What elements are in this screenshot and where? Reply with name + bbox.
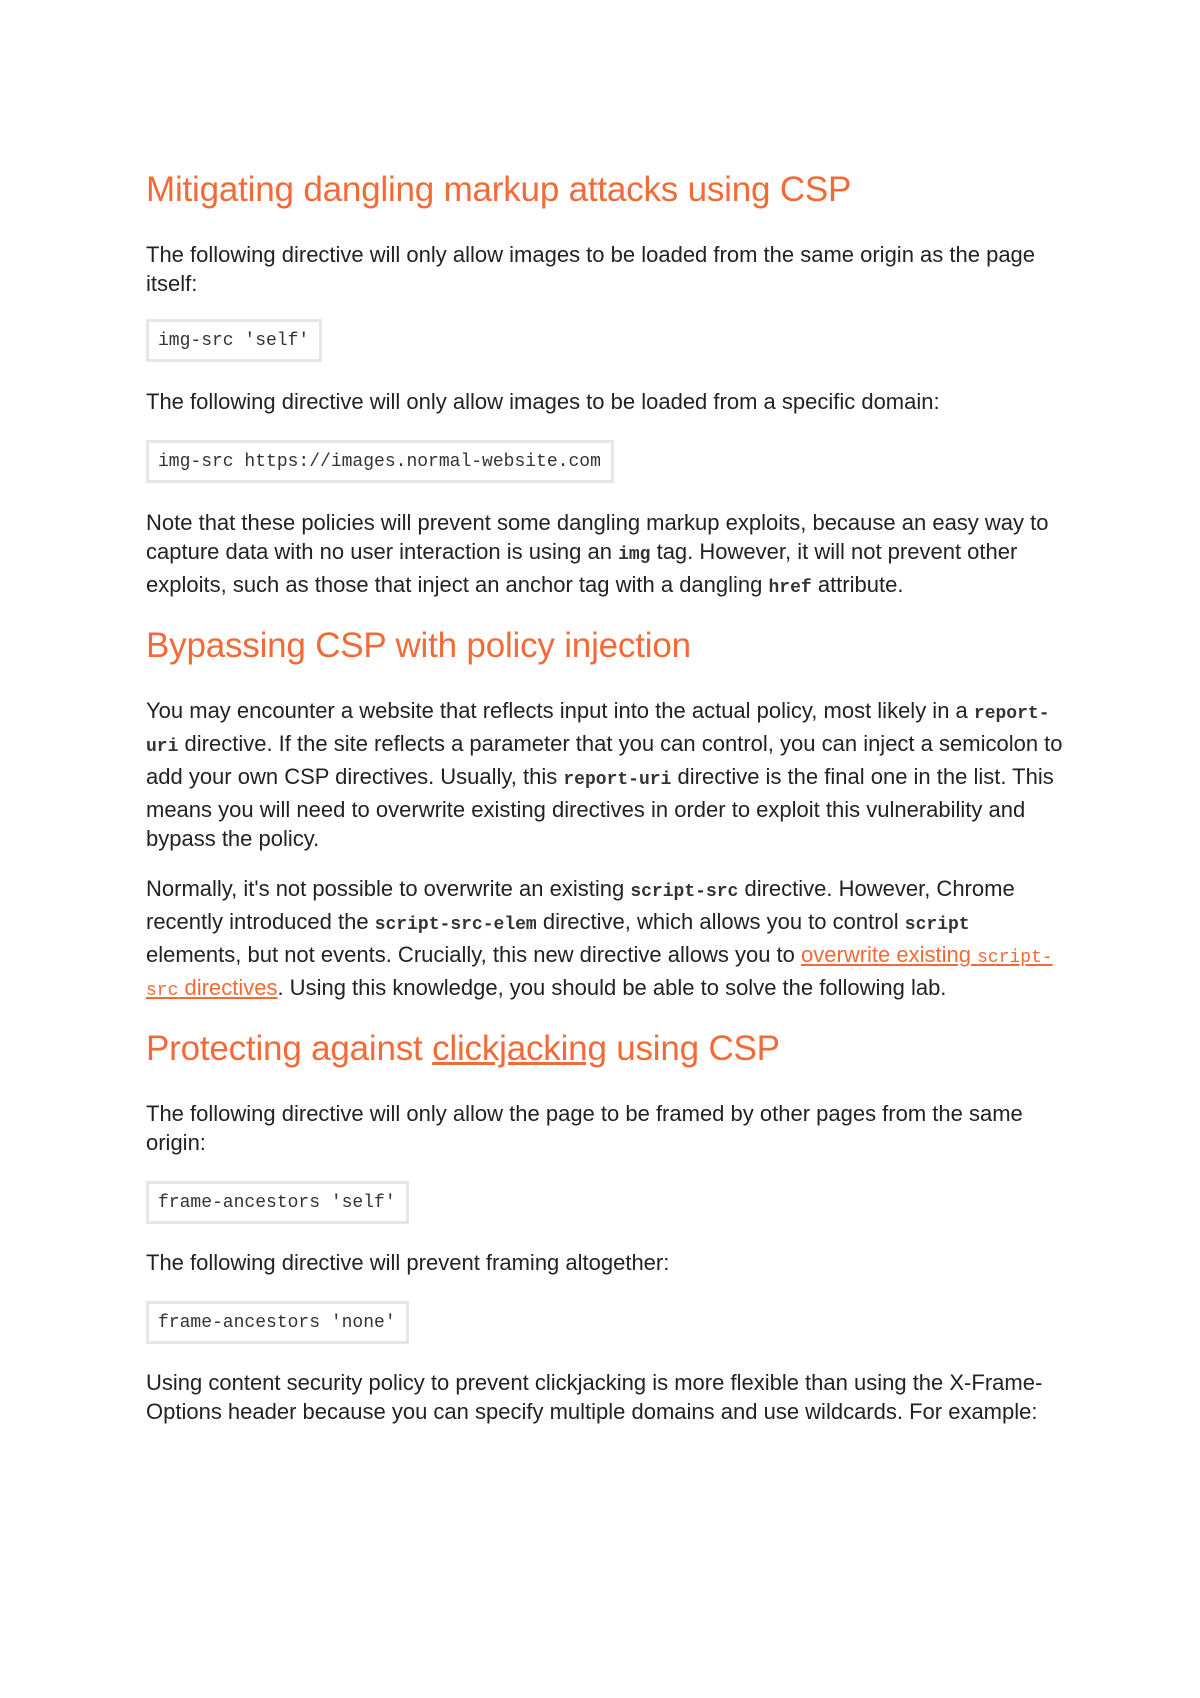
inline-code-img: img xyxy=(618,545,651,565)
paragraph-frame-none-intro: The following directive will prevent framing altogether: xyxy=(146,1250,670,1275)
text-run: . Using this knowledge, you should be able to solve the following lab. xyxy=(277,975,947,1000)
text-run: elements, but not events. Crucially, this new directive allows you to xyxy=(146,942,802,967)
link-text: overwrite existing xyxy=(801,942,978,967)
text-run: You may encounter a website that reflects input into the actual policy, most likely in a xyxy=(146,698,974,723)
inline-code-script-src-elem: script-src-elem xyxy=(374,915,537,935)
code-img-src-domain: img-src https://images.normal-website.com xyxy=(146,440,614,483)
paragraph-csp-vs-xfo: Using content security policy to prevent clickjacking is more flexible than using the X-Frame-Options header because you can specify multiple domains and use wildcards. For example: xyxy=(146,1370,1043,1424)
link-inline-code-script-src: script-src xyxy=(146,948,1053,1001)
clickjacking-link[interactable]: clickjacking xyxy=(432,1029,607,1068)
code-img-src-self: img-src 'self' xyxy=(146,319,322,362)
inline-code-script-src: script-src xyxy=(630,882,739,902)
text-run: directive. If the site reflects a parameter that you can control, you can inject a semicolon to add your own CSP directives. Usually, this xyxy=(146,731,1063,789)
paragraph-script-src-elem xyxy=(146,874,1066,1006)
paragraph-report-uri xyxy=(146,696,1066,853)
paragraph-dangling-note xyxy=(146,508,1066,603)
article-content xyxy=(146,168,1066,1426)
heading-policy-injection: Bypassing CSP with policy injection xyxy=(146,626,691,665)
heading-clickjacking xyxy=(146,1027,1066,1071)
code-frame-ancestors-none: frame-ancestors 'none' xyxy=(146,1301,409,1344)
paragraph-img-domain-intro: The following directive will only allow images to be loaded from a specific domain: xyxy=(146,389,940,414)
text-run: Note that these policies will prevent some dangling markup exploits, because an easy way to capture data with no user interaction is using an xyxy=(146,510,1049,564)
heading-text: using CSP xyxy=(606,1029,780,1068)
text-run: attribute. xyxy=(811,572,904,597)
heading-dangling-markup: Mitigating dangling markup attacks using CSP xyxy=(146,170,852,209)
text-run: tag. However, it will not prevent other exploits, such as those that inject an anchor tag with a dangling xyxy=(146,539,1018,597)
heading-text: Protecting against xyxy=(146,1029,433,1068)
inline-code-report-uri: report-uri xyxy=(146,704,1050,757)
inline-code-report-uri: report-uri xyxy=(563,770,672,790)
paragraph-frame-self-intro: The following directive will only allow the page to be framed by other pages from the same origin: xyxy=(146,1101,1023,1155)
paragraph-img-self-intro: The following directive will only allow images to be loaded from the same origin as the page itself: xyxy=(146,242,1036,296)
inline-code-href: href xyxy=(768,578,812,598)
code-frame-ancestors-self: frame-ancestors 'self' xyxy=(146,1181,409,1224)
text-run: Normally, it's not possible to overwrite an existing xyxy=(146,876,631,901)
text-run: directive is the final one in the list. This means you will need to overwrite existing directives in order to exploit this vulnerability and bypass the policy. xyxy=(146,764,1054,851)
inline-code-script: script xyxy=(904,915,970,935)
text-run: directive, which allows you to control xyxy=(536,909,905,934)
link-text: directives xyxy=(178,975,278,1000)
text-run: directive. However, Chrome recently introduced the xyxy=(146,876,1015,934)
